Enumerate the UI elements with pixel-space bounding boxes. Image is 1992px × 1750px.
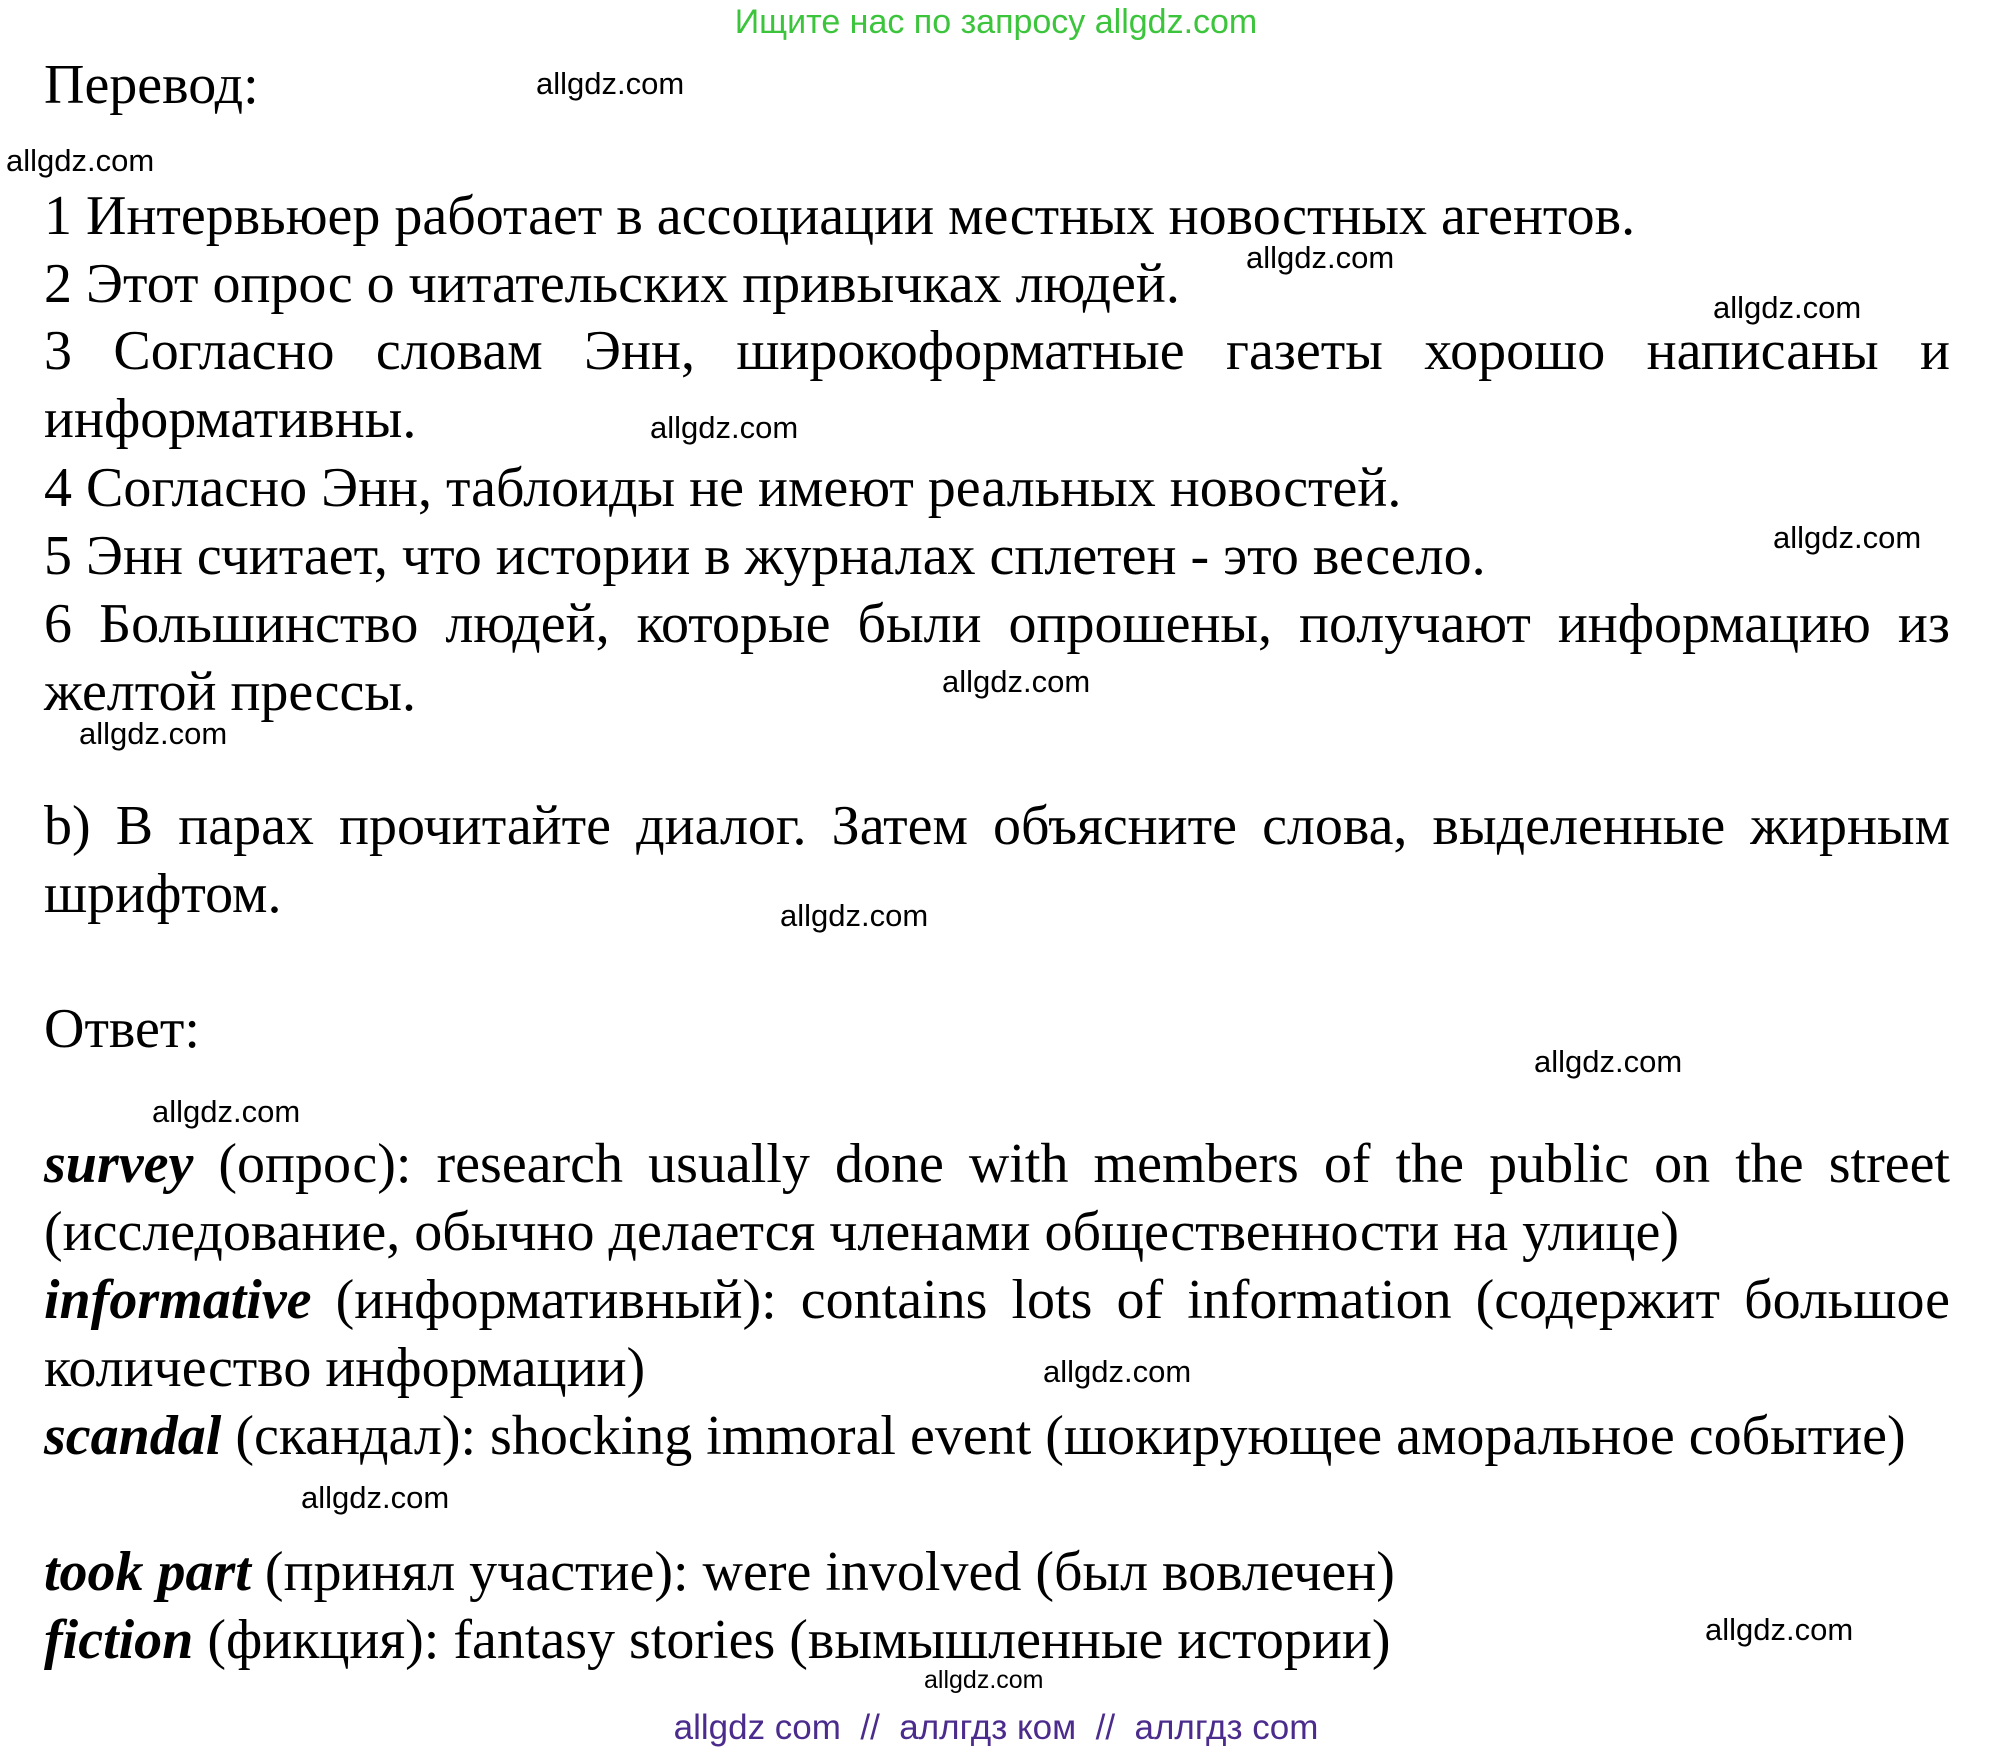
watermark: allgdz.com — [924, 1666, 1044, 1694]
answer-definition: (информативный): contains lots of information (содержит большое количество информации) — [44, 1269, 1950, 1399]
watermark: allgdz.com — [6, 143, 155, 178]
task-b-instruction: b) В парах прочитайте диалог. Затем объясните слова, выделенные жирным шрифтом. — [44, 795, 1950, 925]
answer-entry-scandal — [44, 1402, 1950, 1470]
watermark: allgdz.com — [79, 716, 228, 751]
answer-term: took part — [44, 1541, 251, 1603]
answer-definition: (фикция): fantasy stories (вымышленные истории) — [193, 1609, 1391, 1671]
answer-entry-took-part — [44, 1538, 1950, 1606]
answer-definition: (опрос): research usually done with members of the public on the street (исследование, обычно делается членами общественности на улице) — [44, 1133, 1950, 1263]
translation-item-2: 2 Этот опрос о читательских привычках людей. — [44, 253, 1180, 315]
translation-item-1: 1 Интервьюер работает в ассоциации местных новостных агентов. — [44, 185, 1636, 247]
answer-entry-informative — [44, 1266, 1950, 1402]
watermark: allgdz.com — [780, 898, 929, 933]
answer-heading: Ответ: — [44, 998, 200, 1060]
footer-links: allgdz com // аллгдз ком // аллгдз com — [673, 1708, 1319, 1747]
translation-heading: Перевод: — [44, 54, 259, 116]
watermark: allgdz.com — [536, 66, 685, 101]
watermark: allgdz.com — [152, 1094, 301, 1129]
answer-entry-fiction — [44, 1606, 1950, 1674]
answer-term: fiction — [44, 1609, 194, 1671]
answer-definition: (принял участие): were involved (был вовлечен) — [250, 1541, 1395, 1603]
watermark: allgdz.com — [1246, 240, 1395, 275]
watermark: allgdz.com — [301, 1480, 450, 1515]
answer-entry-survey — [44, 1130, 1950, 1266]
watermark: allgdz.com — [1773, 520, 1922, 555]
translation-item-5: 5 Энн считает, что истории в журналах сплетен - это весело. — [44, 525, 1486, 587]
watermark: allgdz.com — [1534, 1044, 1683, 1079]
top-banner: Ищите нас по запросу allgdz.com — [734, 3, 1258, 41]
answer-definition: (скандал): shocking immoral event (шокирующее аморальное событие) — [221, 1405, 1906, 1467]
watermark: allgdz.com — [1705, 1612, 1854, 1647]
watermark: allgdz.com — [1713, 290, 1862, 325]
translation-item-4: 4 Согласно Энн, таблоиды не имеют реальных новостей. — [44, 457, 1402, 519]
watermark: allgdz.com — [1043, 1354, 1192, 1389]
watermark: allgdz.com — [942, 664, 1091, 699]
watermark: allgdz.com — [650, 410, 799, 445]
answer-term: survey — [44, 1133, 194, 1195]
translation-item-6: 6 Большинство людей, которые были опрошены, получают информацию из желтой прессы. — [44, 593, 1950, 723]
answer-term: scandal — [44, 1405, 222, 1467]
answer-term: informative — [44, 1269, 312, 1331]
translation-item-3: 3 Согласно словам Энн, широкоформатные газеты хорошо написаны и информативны. — [44, 320, 1950, 450]
